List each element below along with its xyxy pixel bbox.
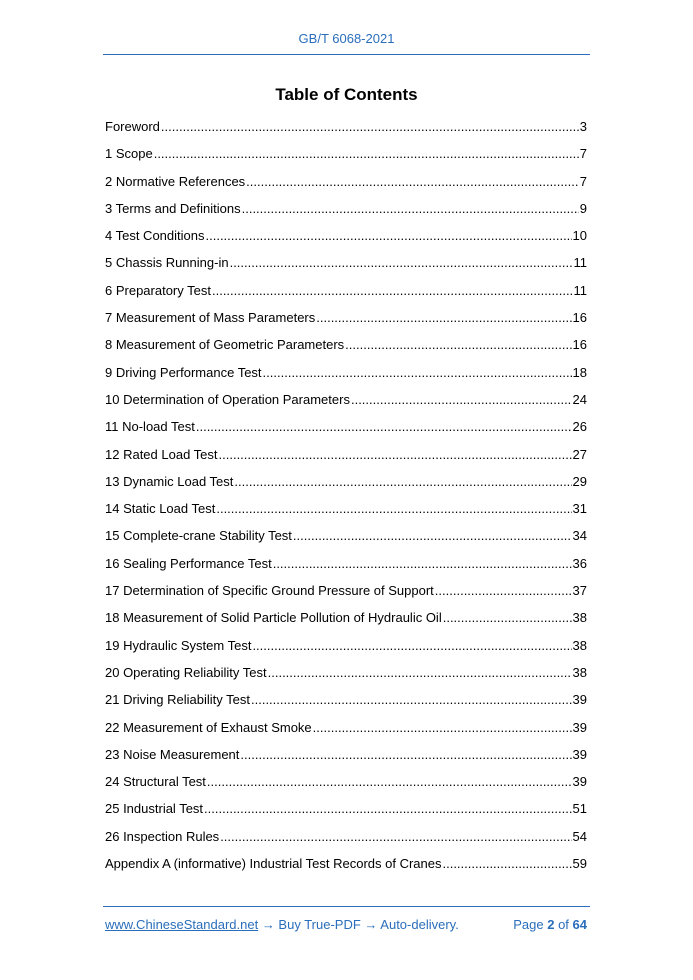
toc-entry-page: 29	[572, 473, 587, 489]
toc-entry[interactable]	[105, 554, 587, 581]
toc-entry-label: 12 Rated Load Test	[105, 446, 218, 462]
toc-entry[interactable]	[105, 253, 587, 280]
toc-entry-label: 15 Complete-crane Stability Test	[105, 528, 292, 544]
dot-leader	[154, 144, 579, 164]
page-number	[513, 917, 587, 932]
toc-entry-page: 10	[572, 228, 587, 244]
toc-entry-page: 24	[572, 391, 587, 407]
toc-entry-label: 7 Measurement of Mass Parameters	[105, 310, 316, 326]
toc-entry-page: 7	[579, 146, 587, 162]
dot-leader	[240, 745, 571, 765]
toc-entry[interactable]	[105, 308, 587, 335]
toc-entry-label: 24 Structural Test	[105, 774, 206, 790]
toc-entry-page: 16	[572, 337, 587, 353]
toc-entry[interactable]	[105, 472, 587, 499]
dot-leader	[212, 281, 573, 301]
page-of: of	[554, 917, 573, 932]
dot-leader	[443, 608, 572, 628]
header-divider	[103, 54, 590, 55]
dot-leader	[251, 690, 572, 710]
toc-entry-label: 23 Noise Measurement	[105, 746, 240, 762]
dot-leader	[442, 854, 571, 874]
toc-entry-page: 39	[572, 719, 587, 735]
toc-entry-label: Appendix A (informative) Industrial Test Records of Cranes	[105, 856, 442, 872]
toc-entry-page: 38	[572, 610, 587, 626]
toc-entry[interactable]	[105, 799, 587, 826]
toc-entry-page: 38	[572, 664, 587, 680]
toc-entry-page: 7	[579, 173, 587, 189]
toc-entry[interactable]	[105, 745, 587, 772]
toc-entry-page: 26	[572, 419, 587, 435]
toc-entry[interactable]	[105, 117, 587, 144]
toc-entry-label: 11 No-load Test	[105, 419, 195, 435]
dot-leader	[252, 636, 571, 656]
toc-entry-label: 14 Static Load Test	[105, 501, 216, 517]
dot-leader	[206, 226, 572, 246]
page-prefix: Page	[513, 917, 548, 932]
toc-entry[interactable]	[105, 499, 587, 526]
toc-entry-label: 19 Hydraulic System Test	[105, 637, 252, 653]
dot-leader	[216, 499, 571, 519]
toc-entry[interactable]	[105, 144, 587, 171]
toc-entry-label: 8 Measurement of Geometric Parameters	[105, 337, 345, 353]
toc-entry-page: 59	[572, 856, 587, 872]
toc-entry[interactable]	[105, 199, 587, 226]
toc-entry-page: 18	[572, 364, 587, 380]
dot-leader	[435, 581, 572, 601]
toc-entry[interactable]	[105, 390, 587, 417]
dot-leader	[293, 526, 572, 546]
toc-entry-label: 6 Preparatory Test	[105, 282, 211, 298]
dot-leader	[207, 772, 572, 792]
dot-leader	[246, 172, 579, 192]
toc-entry-page: 11	[573, 255, 587, 271]
toc-entry-label: 13 Dynamic Load Test	[105, 473, 234, 489]
toc-entry[interactable]	[105, 581, 587, 608]
current-page: 2	[547, 917, 555, 932]
dot-leader	[268, 663, 572, 683]
toc-entry-page: 38	[572, 637, 587, 653]
toc-entry-page: 51	[572, 801, 587, 817]
toc-entry-label: 5 Chassis Running-in	[105, 255, 229, 271]
footer-promo	[105, 917, 459, 932]
toc-entry[interactable]	[105, 281, 587, 308]
toc-entry[interactable]	[105, 772, 587, 799]
dot-leader	[234, 472, 571, 492]
dot-leader	[316, 308, 571, 328]
dot-leader	[196, 417, 572, 437]
toc-entry-label: 17 Determination of Specific Ground Pressure of Support	[105, 583, 434, 599]
toc-entry-page: 16	[572, 310, 587, 326]
dot-leader	[230, 253, 573, 273]
toc-entry[interactable]	[105, 445, 587, 472]
toc-entry[interactable]	[105, 690, 587, 717]
dot-leader	[204, 799, 571, 819]
toc-entry[interactable]	[105, 226, 587, 253]
toc-entry[interactable]	[105, 172, 587, 199]
toc-entry-page: 34	[572, 528, 587, 544]
toc-entry[interactable]	[105, 363, 587, 390]
dot-leader	[161, 117, 579, 137]
toc-entry-label: 22 Measurement of Exhaust Smoke	[105, 719, 312, 735]
dot-leader	[313, 718, 572, 738]
toc-entry-page: 39	[572, 774, 587, 790]
toc-entry[interactable]	[105, 335, 587, 362]
toc-entry[interactable]	[105, 417, 587, 444]
toc-entry[interactable]	[105, 526, 587, 553]
toc-entry-page: 39	[572, 692, 587, 708]
dot-leader	[219, 445, 572, 465]
toc-entry-page: 3	[579, 119, 587, 134]
toc-entry-page: 31	[572, 501, 587, 517]
table-of-contents	[105, 117, 587, 881]
toc-entry-label: 18 Measurement of Solid Particle Pollution of Hydraulic Oil	[105, 610, 442, 626]
toc-entry-page: 9	[579, 200, 587, 216]
toc-entry-label: 25 Industrial Test	[105, 801, 204, 817]
toc-entry[interactable]	[105, 718, 587, 745]
toc-entry-page: 36	[572, 555, 587, 571]
footer-divider	[103, 906, 590, 907]
toc-entry-label: 10 Determination of Operation Parameters	[105, 391, 350, 407]
dot-leader	[242, 199, 579, 219]
toc-title: Table of Contents	[275, 85, 418, 104]
toc-entry-page: 27	[572, 446, 587, 462]
toc-entry-label: 9 Driving Performance Test	[105, 364, 262, 380]
footer-tagline: → Buy True-PDF → Auto-delivery.	[258, 917, 459, 932]
dot-leader	[273, 554, 572, 574]
dot-leader	[220, 827, 571, 847]
toc-entry[interactable]	[105, 636, 587, 663]
toc-entry[interactable]	[105, 663, 587, 690]
dot-leader	[345, 335, 571, 355]
total-pages: 64	[572, 917, 587, 932]
toc-entry-label: 20 Operating Reliability Test	[105, 664, 267, 680]
toc-entry[interactable]	[105, 854, 587, 881]
toc-entry-label: Foreword	[105, 119, 160, 134]
toc-entry-label: 1 Scope	[105, 146, 153, 162]
toc-entry-label: 26 Inspection Rules	[105, 828, 220, 844]
document-code: GB/T 6068-2021	[298, 31, 395, 46]
toc-entry-label: 21 Driving Reliability Test	[105, 692, 250, 708]
toc-entry-label: 3 Terms and Definitions	[105, 200, 241, 216]
dot-leader	[263, 363, 572, 383]
toc-entry-page: 37	[572, 583, 587, 599]
toc-entry-page: 11	[573, 282, 587, 298]
toc-entry[interactable]	[105, 608, 587, 635]
dot-leader	[351, 390, 572, 410]
website-link[interactable]: www.ChineseStandard.net	[105, 917, 259, 932]
toc-entry-label: 16 Sealing Performance Test	[105, 555, 272, 571]
toc-entry-label: 2 Normative References	[105, 173, 246, 189]
toc-entry-page: 39	[572, 746, 587, 762]
toc-entry[interactable]	[105, 827, 587, 854]
toc-entry-label: 4 Test Conditions	[105, 228, 205, 244]
toc-entry-page: 54	[572, 828, 587, 844]
